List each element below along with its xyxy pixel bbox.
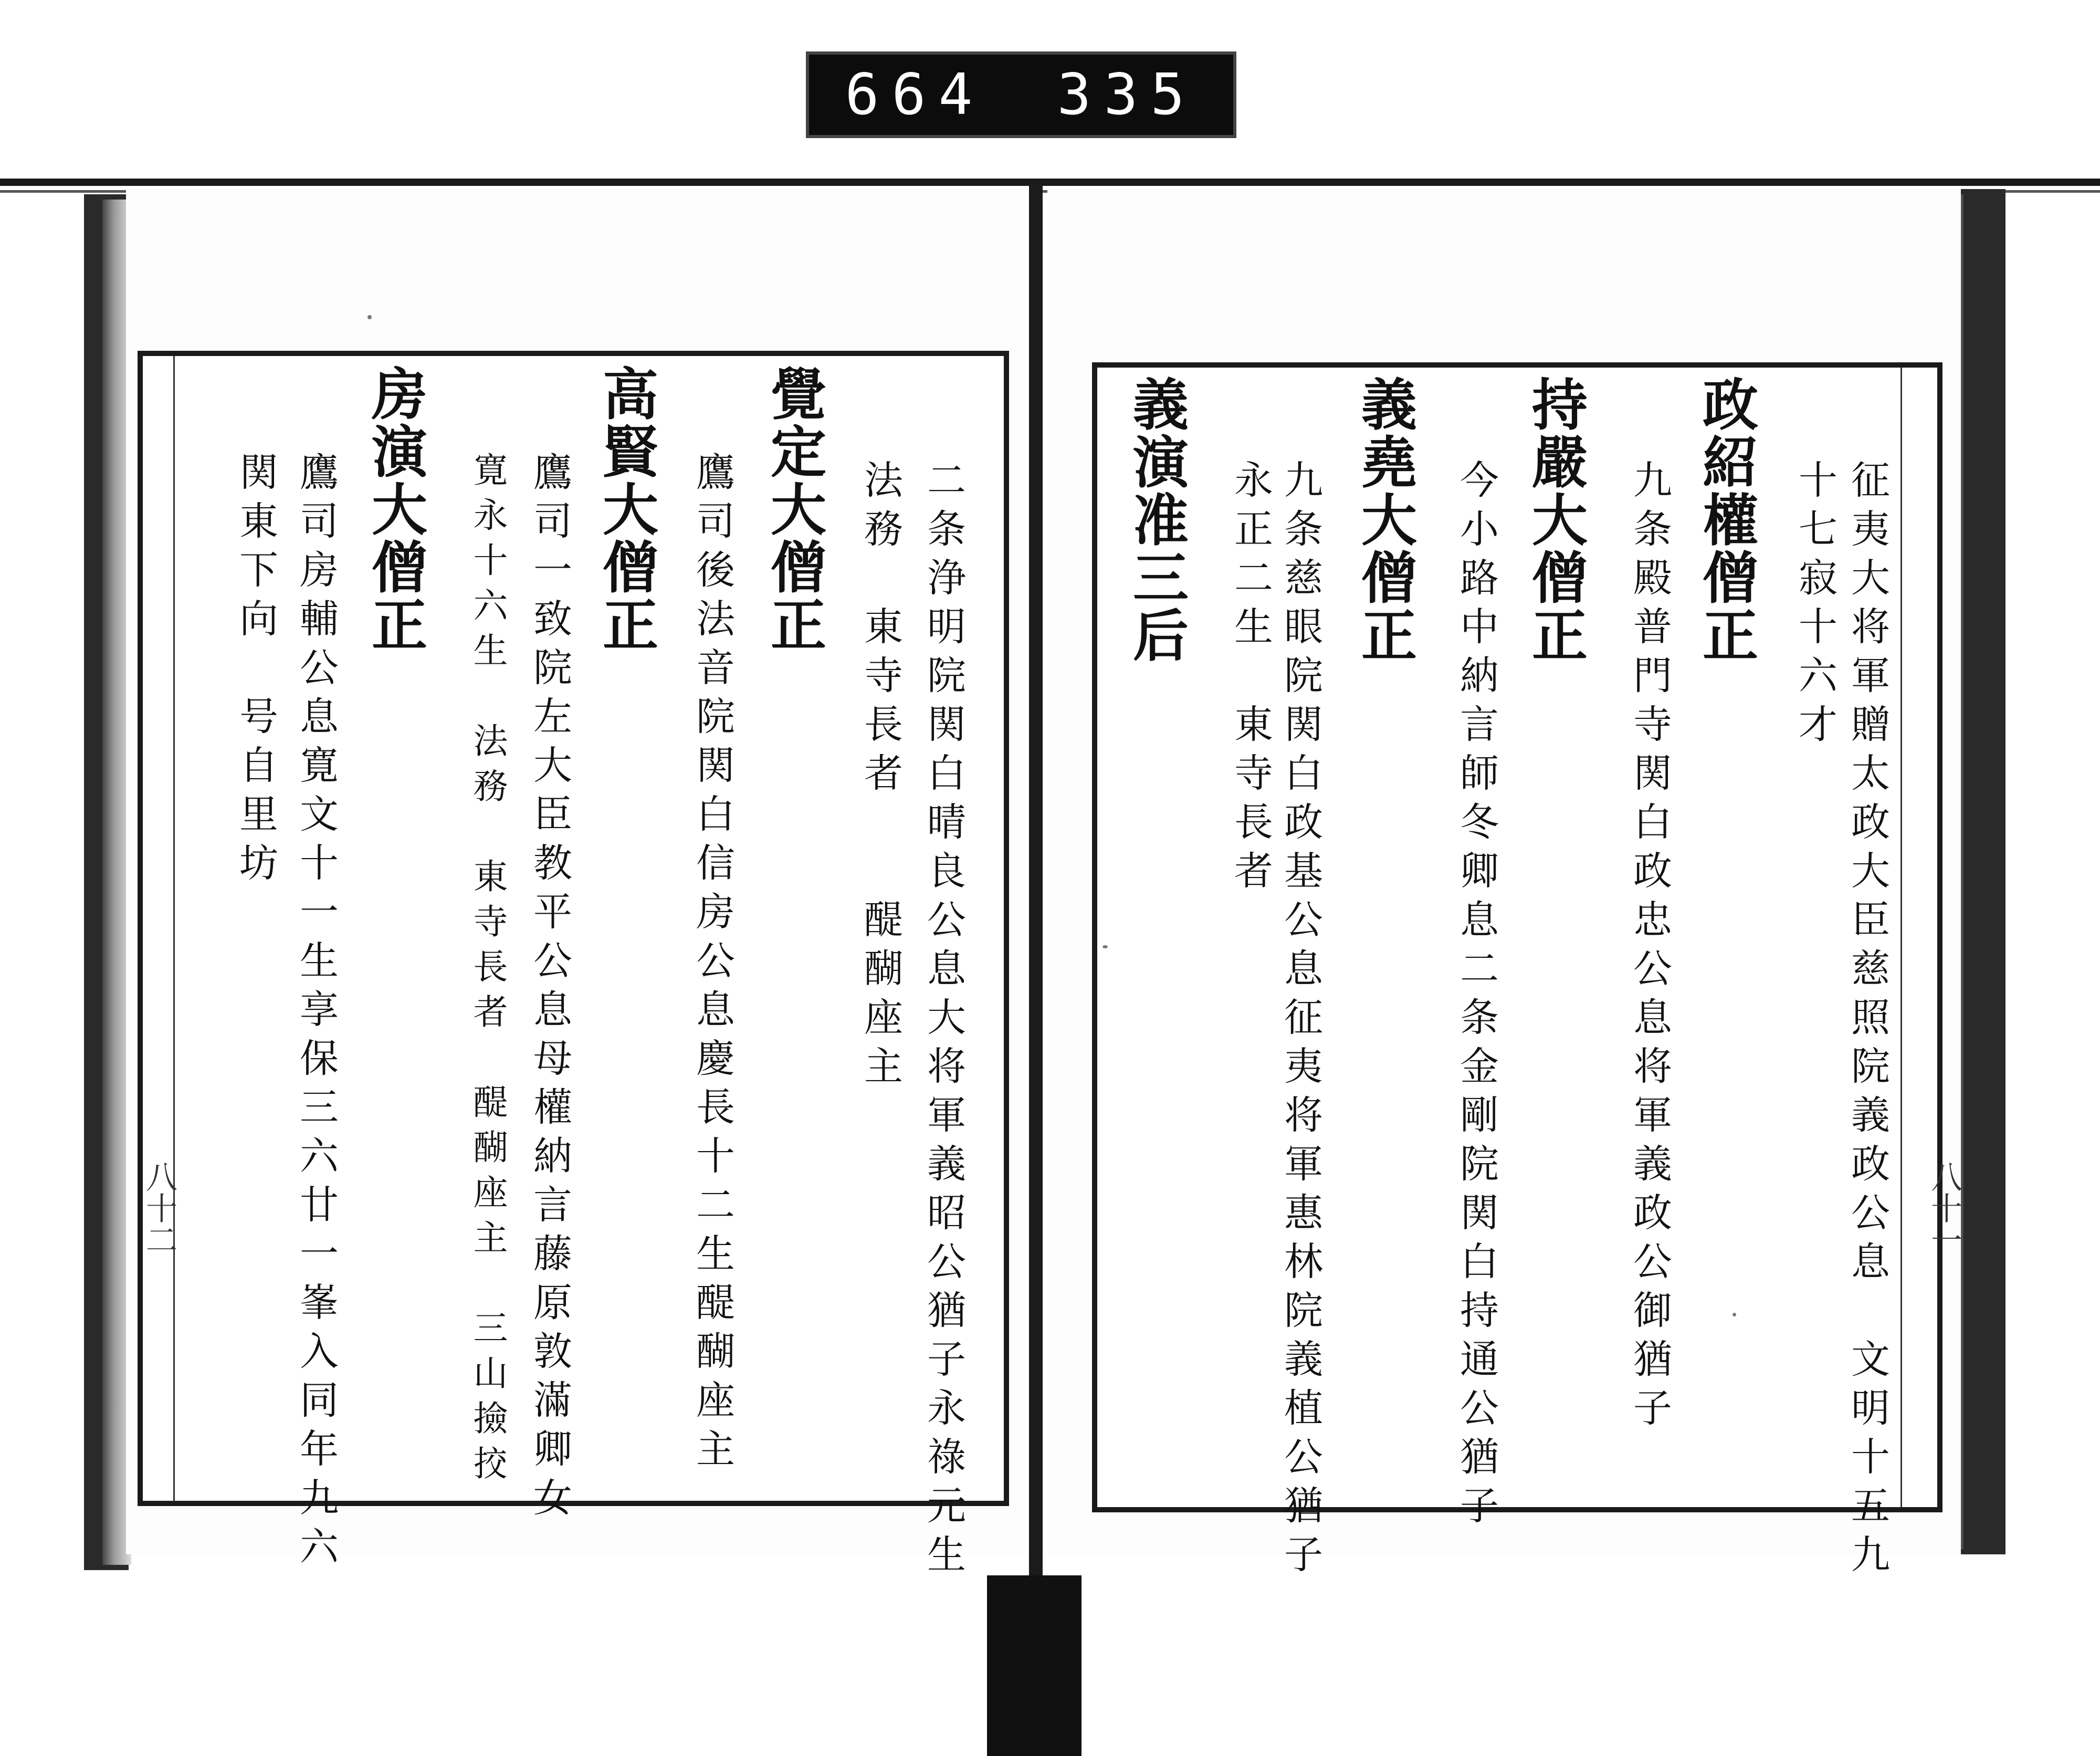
entry-line-kakujo: 鷹司後法音院関白信房公息慶長十二生醍醐座主 — [690, 452, 735, 1477]
right-frame-inner-rule — [1900, 368, 1902, 1507]
header-rule — [0, 179, 2100, 186]
entry-title-seisho: 政紹權僧正 — [1694, 375, 1759, 664]
scan-speck — [368, 315, 372, 319]
entry-line-boen-1: 鷹司房輔公息寛文十一生享保三六廿一峯入同年九六 — [293, 452, 339, 1575]
gutter-shadow — [987, 1575, 1082, 1756]
right-folio-mark: 八十一 — [1926, 1161, 1962, 1255]
left-frame-inner-rule — [173, 356, 175, 1502]
entry-line-seisho: 九条殿普門寺関白政忠公息将軍義政公御猶子 — [1627, 459, 1672, 1436]
entry-title-gigyo: 義堯大僧正 — [1352, 375, 1418, 664]
entry-line-gigyo-2: 永正二生 東寺長者 — [1228, 459, 1273, 899]
entry-line-jigon: 今小路中納言師冬卿息二条金剛院関白持通公猶子 — [1454, 459, 1499, 1534]
intro-line-2: 十七寂十六才 — [1792, 459, 1838, 752]
entry-line-gigyo-1: 九条慈眼院関白政基公息征夷将軍惠林院義植公猶子 — [1278, 459, 1323, 1583]
entry-line-koken-2: 寛永十六生 法務 東寺長者 醍醐座主 三山撿挍 — [467, 452, 508, 1490]
entry-title-kakujo: 覺定大僧正 — [762, 365, 827, 654]
scan-speck — [1732, 1313, 1736, 1316]
entry-line-koken-1: 鷹司一致院左大臣教平公息母權納言藤原敦滿卿女 — [527, 452, 572, 1526]
entry-title-koken: 高賢大僧正 — [594, 365, 659, 654]
continued-line-1: 二条浄明院関白晴良公息大将軍義昭公猶子永祿元生 — [921, 459, 966, 1583]
continued-line-2: 法務 東寺長者 醍醐座主 — [858, 459, 903, 1094]
right-book-edge — [1958, 189, 2006, 1554]
frame-number-left: 664 — [845, 62, 985, 128]
scan-speck — [1102, 945, 1108, 948]
frame-number-label — [806, 51, 1236, 138]
left-folio-mark: 八十二 — [141, 1161, 177, 1255]
entry-line-boen-2: 関東下向 号自里坊 — [233, 452, 278, 891]
book-gutter — [1029, 184, 1043, 1602]
intro-line-1: 征夷大将軍贈太政大臣慈照院義政公息 文明十五九 — [1845, 459, 1890, 1583]
entry-title-boen: 房演大僧正 — [363, 365, 428, 654]
entry-title-jigon: 持嚴大僧正 — [1523, 375, 1589, 664]
entry-title-gien: 義演准三后 — [1124, 375, 1190, 664]
frame-number-right: 335 — [1057, 62, 1198, 128]
